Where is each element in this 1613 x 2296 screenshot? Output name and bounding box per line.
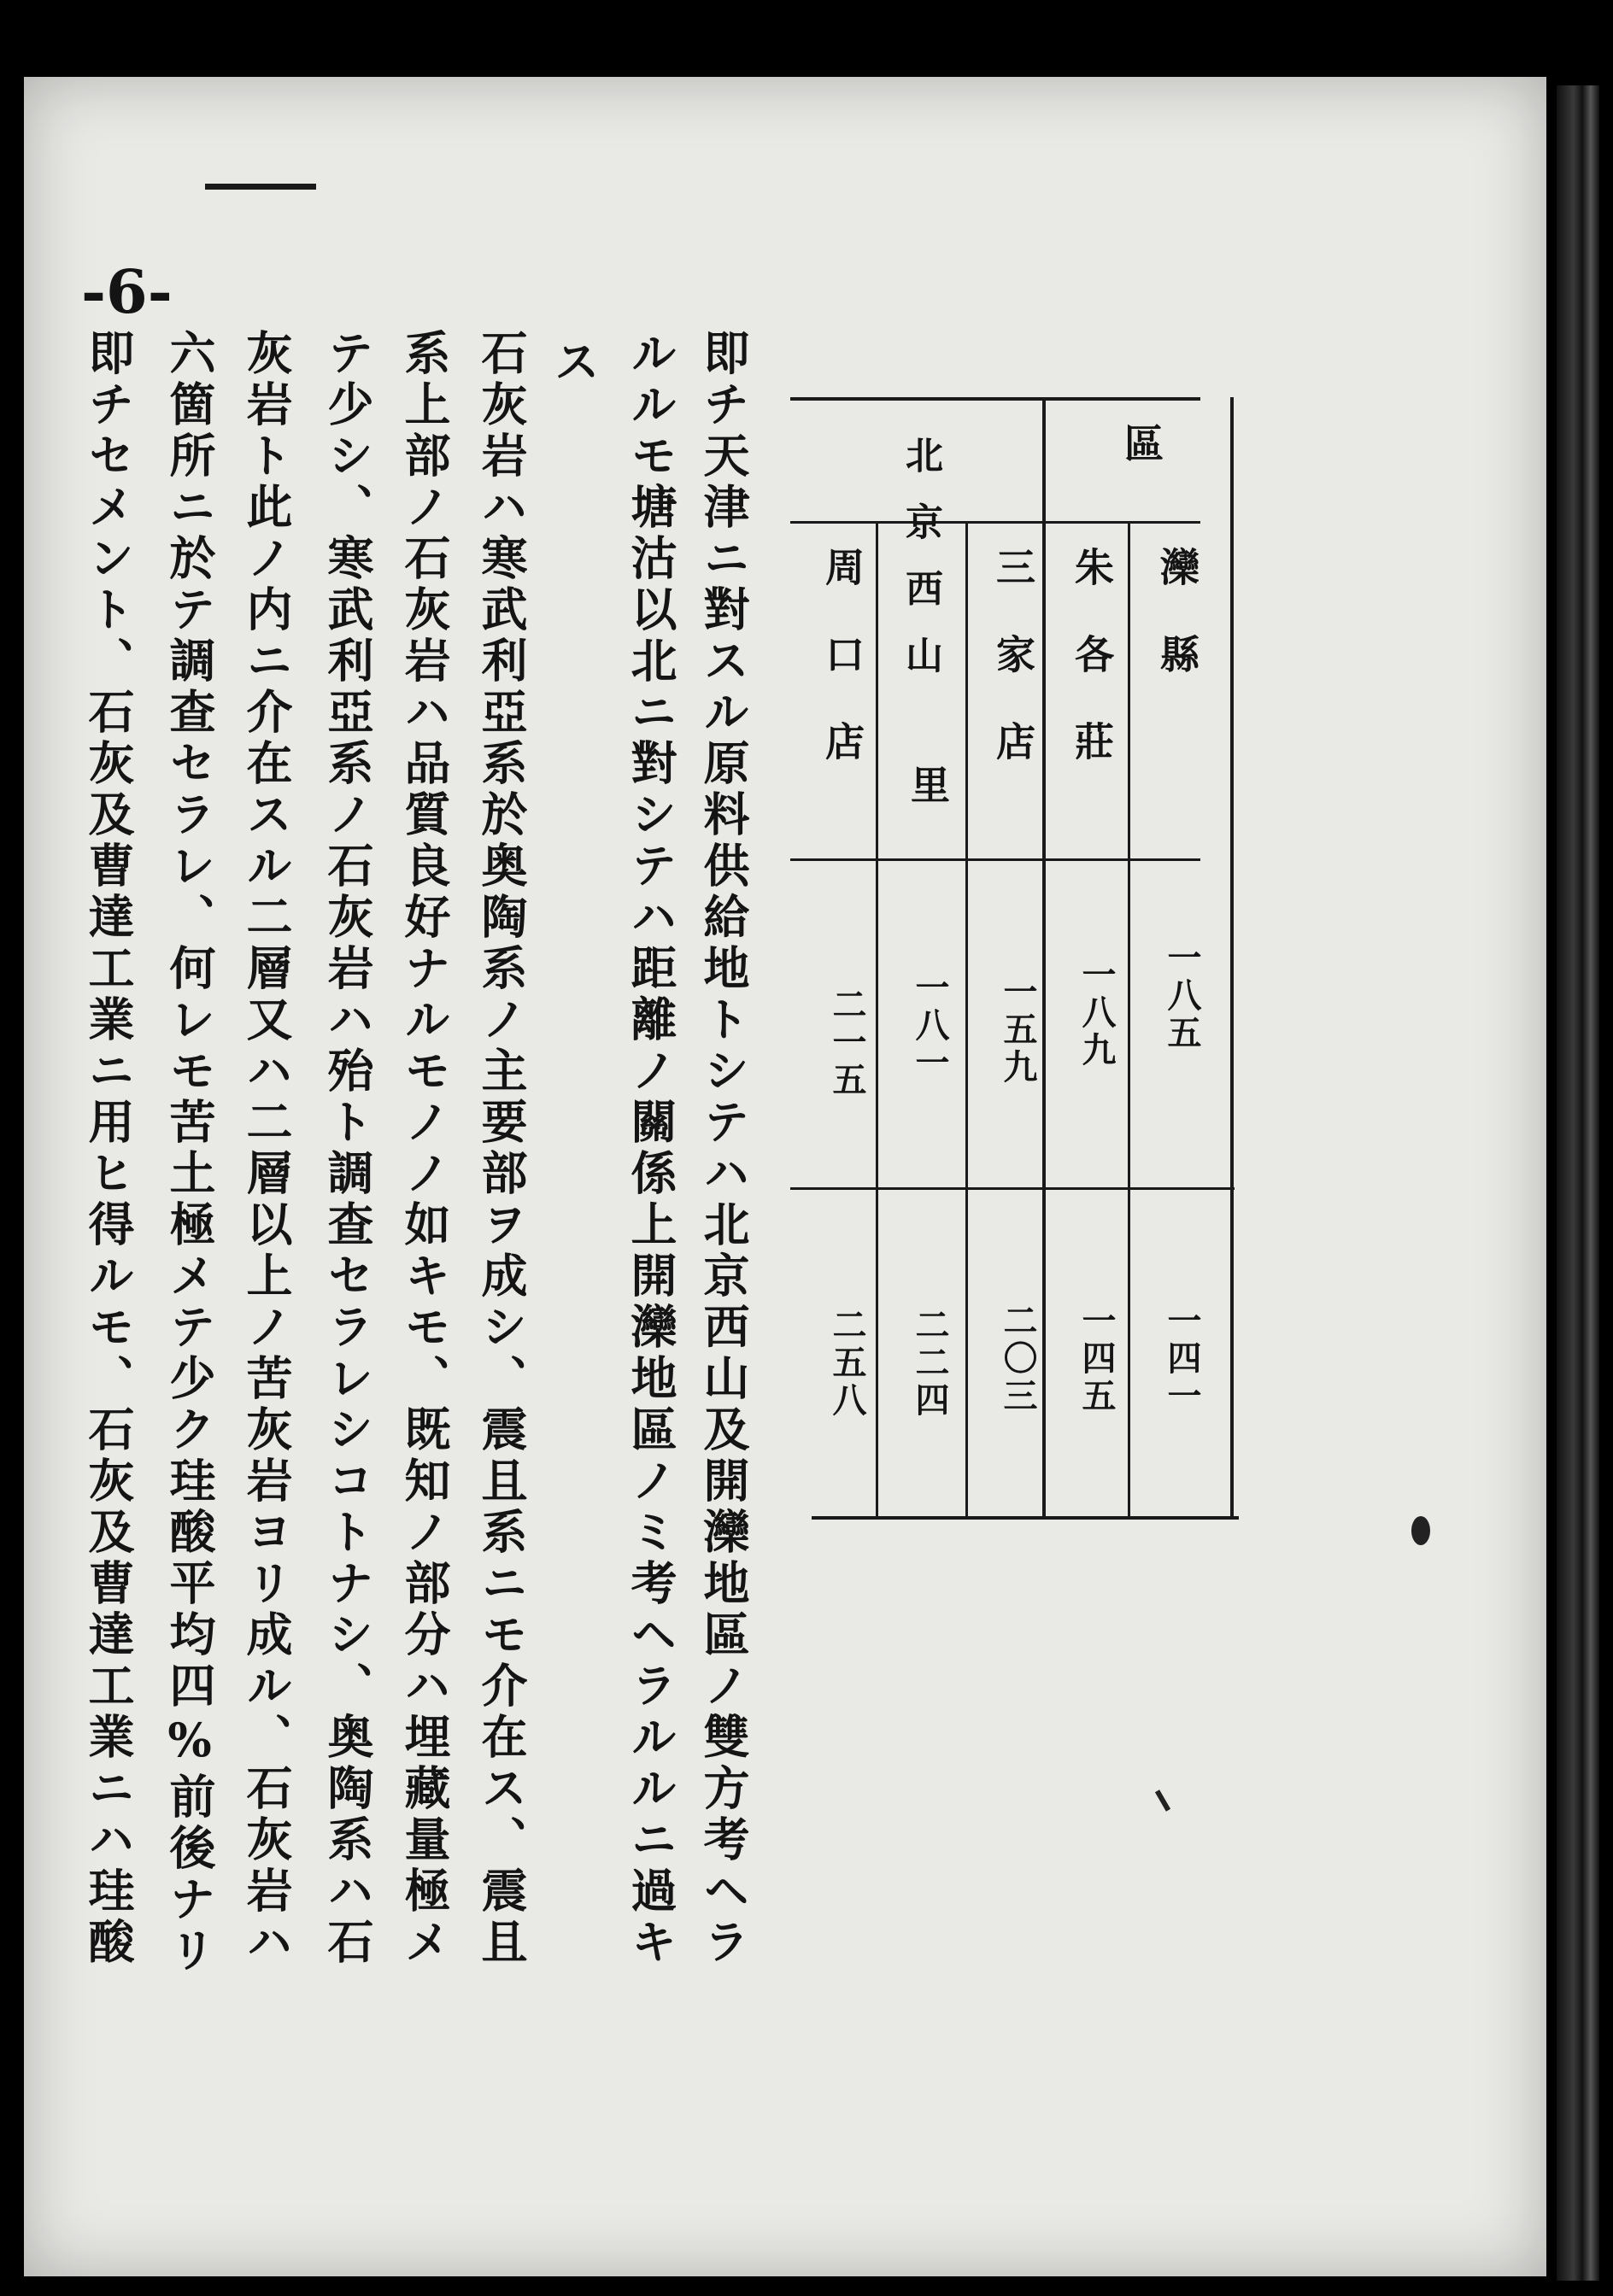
value-li-2: 二二四 (910, 1307, 950, 1420)
value-zhoukoudian-1: 二一五 (827, 987, 867, 1099)
text-column-9: 即チセメント、石灰及曹達工業ニ用ヒ得ルモ、石灰及曹達工業ニハ珪酸 (81, 329, 136, 1969)
text-column-6: テ少シ、寒武利亞系ノ石灰岩ハ殆ト調查セラレシコトナシ、奥陶系ハ石 (320, 329, 375, 1969)
text-column-8: 六箇所ニ於テ調查セラレ、何レモ苦土極メテ少ク珪酸平均四%前後ナリ (162, 329, 217, 1977)
place-luan-xian: 灤縣 (1154, 547, 1200, 721)
place-li: 里 (905, 764, 951, 852)
page-number: -6- (81, 256, 173, 327)
value-zhugezhuang-2: 一四五 (1076, 1303, 1117, 1415)
value-zhugezhuang-1: 一八九 (1076, 957, 1117, 1069)
value-luan-xian-2: 一四一 (1162, 1303, 1202, 1415)
place-sanjiadian: 三家店 (990, 547, 1036, 808)
text-column-2: ルルモ塘沽以北ニ對シテハ距離ノ關係上開灤地區ノミ考ヘラルルニ過キ (624, 329, 678, 1969)
region-beijing-xishan: 北京西山 (899, 436, 942, 702)
text-column-5: 系上部ノ石灰岩ハ品質良好ナルモノノ如キモ、既知ノ部分ハ埋藏量極メ (397, 329, 452, 1969)
value-luan-xian-1: 一八五 (1162, 940, 1202, 1052)
table-header: 區 (1118, 423, 1164, 477)
value-sanjiadian-1: 一五九 (998, 974, 1038, 1086)
text-column-7: 灰岩ト此ノ内ニ介在スル二層又ハ二層以上ノ苦灰岩ヨリ成ル、石灰岩ハ (239, 329, 294, 1969)
text-column-3: ス (547, 337, 601, 389)
text-column-4: 石灰岩ハ寒武利亞系於奥陶系ノ主要部ヲ成シ、震且系ニモ介在ス、震且 (474, 329, 529, 1969)
book-edge (1557, 85, 1599, 2281)
value-li-1: 一八一 (910, 969, 950, 1082)
value-sanjiadian-2: 二〇三 (998, 1303, 1038, 1415)
text-column-1: 即チ天津ニ對スル原料供給地トシテハ北京西山及開灤地區ノ雙方考ヘラ (696, 329, 751, 1969)
header-rule (205, 184, 316, 190)
place-zhoukoudian: 周口店 (819, 547, 865, 808)
place-zhugezhuang: 朱各莊 (1069, 547, 1115, 808)
data-table (790, 397, 1243, 1520)
value-zhoukoudian-2: 二五八 (827, 1307, 867, 1420)
ink-smudge (1411, 1516, 1430, 1545)
